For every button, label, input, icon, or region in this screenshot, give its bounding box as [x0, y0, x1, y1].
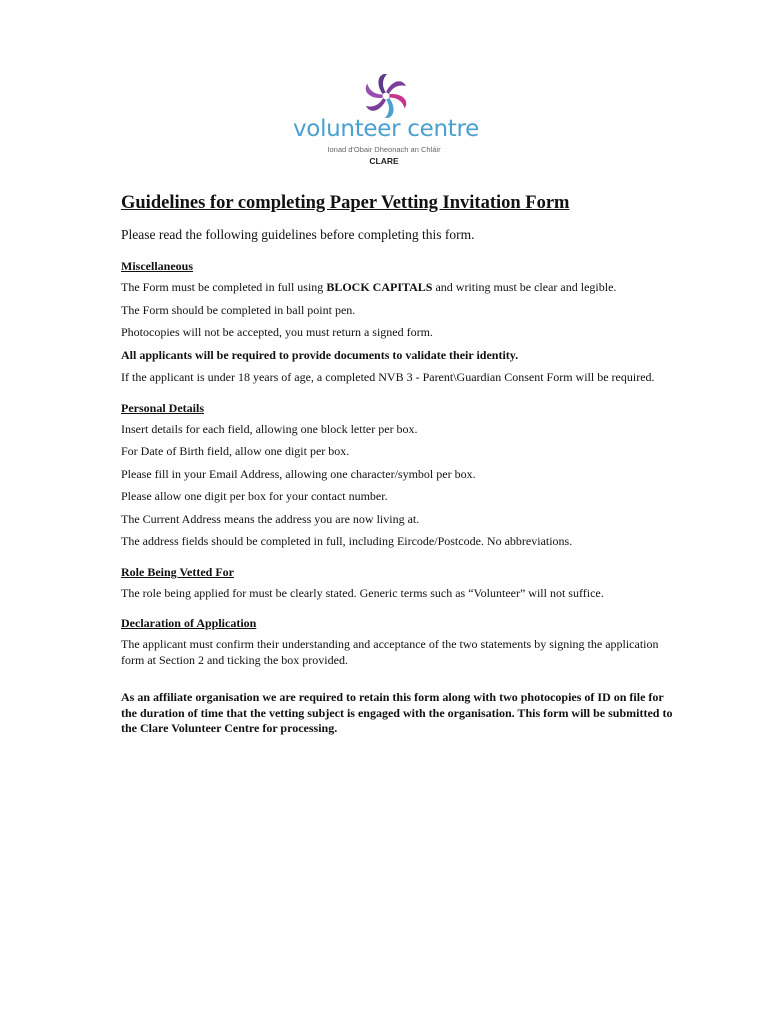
document-title: Guidelines for completing Paper Vetting Invitation Form — [121, 193, 570, 213]
misc-paragraph-ball-point: The Form should be completed in ball point pen. — [121, 302, 356, 317]
text-segment: and writing must be clear and legible. — [432, 280, 617, 294]
heading-personal-details: Personal Details — [121, 400, 204, 415]
volunteer-centre-logo — [280, 74, 490, 174]
text-segment: The Form must be completed in full using — [121, 280, 327, 294]
block-capitals-emphasis: BLOCK CAPITALS — [326, 280, 433, 294]
role-paragraph: The role being applied for must be clearly stated. Generic terms such as “Volunteer” will not suffice. — [121, 585, 604, 600]
misc-paragraph-under-18: If the applicant is under 18 years of age, a completed NVB 3 - Parent\Guardian Consent Form will be required. — [121, 370, 655, 384]
intro-text: Please read the following guidelines before completing this form. — [121, 227, 475, 242]
document-body — [121, 190, 681, 744]
swirl-logo-icon — [364, 74, 408, 118]
personal-paragraph-date-of-birth: For Date of Birth field, allow one digit per box. — [121, 444, 350, 458]
misc-paragraph-block-capitals — [121, 280, 681, 296]
misc-paragraph-identity-documents: All applicants will be required to provide documents to validate their identity. — [121, 347, 519, 362]
heading-declaration: Declaration of Application — [121, 616, 257, 630]
heading-role-being-vetted: Role Being Vetted For — [121, 564, 234, 579]
personal-paragraph-current-address: The Current Address means the address you are now living at. — [121, 511, 420, 526]
logo-irish-name: Ionad d'Obair Dheonach an Chláir — [327, 145, 441, 154]
personal-paragraph-email: Please fill in your Email Address, allowing one character/symbol per box. — [121, 466, 476, 481]
declaration-paragraph: The applicant must confirm their understanding and acceptance of the two statements by signing the application form at Section 2 and ticking the box provided. — [121, 637, 659, 667]
personal-paragraph-address-fields: The address fields should be completed in full, including Eircode/Postcode. No abbreviations. — [121, 534, 573, 548]
logo-county: CLARE — [369, 156, 399, 166]
personal-paragraph-contact-number: Please allow one digit per box for your contact number. — [121, 489, 388, 503]
logo-wordmark: volunteer centre — [292, 116, 479, 142]
misc-paragraph-photocopies: Photocopies will not be accepted, you must return a signed form. — [121, 325, 433, 339]
personal-paragraph-block-letter: Insert details for each field, allowing one block letter per box. — [121, 421, 418, 436]
heading-miscellaneous: Miscellaneous — [121, 259, 193, 273]
closing-statement: As an affiliate organisation we are required to retain this form along with two photocopies of ID on file for the duration of time that the vetting subject is engaged with the organisation. This form will be submitted to the Clare Volunteer Centre for processing. — [121, 690, 673, 735]
